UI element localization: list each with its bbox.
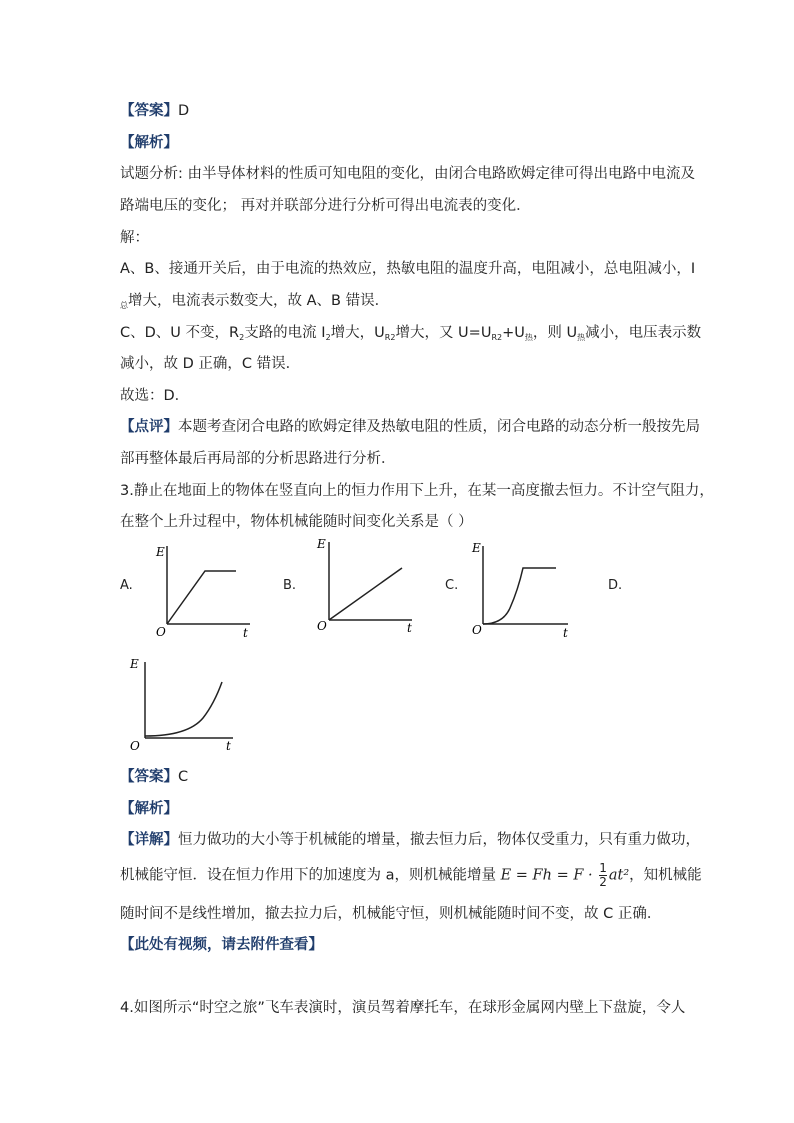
origin-label: O (472, 623, 482, 637)
formula: E = Fh = F · (500, 867, 598, 884)
option-c-label: C. (445, 578, 459, 593)
option-d-label: D. (608, 578, 623, 593)
choice-line: 故选：D． (120, 388, 190, 404)
video-note: 【此处有视频，请去附件查看】 (120, 937, 323, 953)
graph-b (312, 534, 417, 634)
origin-label: O (130, 739, 140, 752)
energy-curve (145, 682, 222, 736)
analysis-3-heading: 【解析】 (120, 801, 178, 817)
energy-curve (167, 571, 236, 624)
comment-line-1: 【点评】本题考查闭合电路的欧姆定律及热敏电阻的性质，闭合电路的动态分析一般按先局 (120, 419, 700, 435)
option-ab-line-2: $_总$增大，电流表示数变大，故 A、B 错误． (120, 293, 390, 310)
origin-label: O (317, 619, 327, 633)
energy-curve (329, 568, 402, 620)
analysis-line: 路端电压的变化； 再对并联部分进行分析可得出电流表的变化． (120, 198, 531, 214)
answer-label: 【答案】 (120, 103, 178, 119)
option-b-label: B. (283, 578, 297, 593)
detail-label: 【详解】 (120, 832, 178, 848)
axis-label-t: t (563, 626, 568, 638)
option-cd-line-2: 减小，故 D 正确，C 错误． (120, 356, 301, 372)
origin-label: O (156, 625, 166, 638)
detail-line-3: 随时间不是线性增加，撤去拉力后，机械能守恒，则机械能随时间不变，故 C 正确． (120, 906, 662, 922)
answer-value: D (178, 103, 190, 119)
detail-line-2: 机械能守恒．设在恒力作用下的加速度为 a，则机械能增量 E = Fh = F · $\frac{1}{2}$ at²，知机械能 (120, 861, 702, 889)
comment-line-2: 部再整体最后再局部的分析思路进行分析． (120, 451, 396, 467)
question-4-line-1: 4.如图所示“时空之旅”飞车表演时，演员驾着摩托车，在球形金属网内壁上下盘旋，令人 (120, 1000, 686, 1016)
analysis-1-heading: 【解析】 (120, 135, 178, 151)
axis-label-t: t (407, 621, 412, 634)
axis-label-t: t (226, 739, 231, 752)
axis-label-e: E (472, 541, 481, 555)
question-3-line-2: 在整个上升过程中，物体机械能随时间变化关系是（ ） (120, 514, 473, 530)
axis-label-e: E (130, 657, 139, 671)
analysis-line: 试题分析: 由半导体材料的性质可知电阻的变化，由闭合电路欧姆定律可得出电路中电流及 (120, 166, 695, 182)
axis-label-t: t (243, 626, 248, 638)
answer-label: 【答案】 (120, 769, 178, 785)
answer-1 (120, 101, 189, 121)
solution-label: 解： (120, 230, 149, 246)
answer-3 (120, 767, 188, 787)
energy-curve (483, 568, 556, 624)
comment-label: 【点评】 (120, 419, 178, 435)
axis-label-e: E (156, 545, 165, 559)
graph-d (128, 652, 240, 752)
option-ab-line-1: A、B、接通开关后，由于电流的热效应，热敏电阻的温度升高，电阻减小，总电阻减小，I (120, 261, 696, 277)
graph-a (150, 538, 255, 638)
answer-value: C (178, 769, 189, 785)
graph-c (470, 538, 575, 638)
detail-line-1: 【详解】恒力做功的大小等于机械能的增量，撤去恒力后，物体仅受重力，只有重力做功， (120, 832, 700, 848)
formula-fraction: $\frac{1}{2}$ (599, 861, 607, 889)
option-cd-line-1: C、D、U 不变，$R_2$支路的电流 $I_2$增大，$U_{R2}$增大，又 $U=U_{R2}+U_热$，则 $U_热$减小，电压表示数 (120, 325, 702, 342)
option-a-label: A. (120, 578, 133, 593)
question-3-line-1: 3.静止在地面上的物体在竖直向上的恒力作用下上升，在某一高度撤去恒力。不计空气阻力， (120, 483, 714, 499)
axis-label-e: E (317, 537, 326, 551)
